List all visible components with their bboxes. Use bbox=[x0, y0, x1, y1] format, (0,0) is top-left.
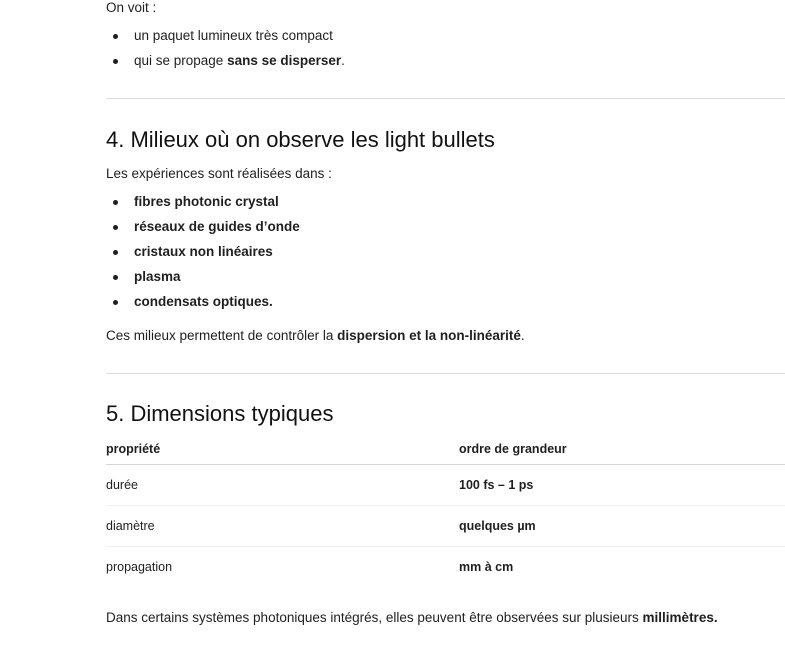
list-item bbox=[106, 193, 785, 211]
bold-text: millimètres bbox=[642, 610, 714, 625]
table-cell: quelques µm bbox=[459, 506, 785, 547]
table-cell: 100 fs – 1 ps bbox=[459, 465, 785, 506]
section-divider bbox=[106, 373, 785, 374]
list-item-text: un paquet lumineux très compact bbox=[134, 28, 333, 43]
table-row bbox=[106, 547, 785, 588]
bold-text: sans se disperser bbox=[227, 53, 342, 68]
column-header-property: propriété bbox=[106, 434, 459, 465]
section-divider bbox=[106, 98, 785, 99]
intro-text: On voit : bbox=[106, 0, 157, 15]
paragraph-text: Ces milieux permettent de contrôler la bbox=[106, 328, 338, 343]
table-row bbox=[106, 506, 785, 547]
list-item bbox=[106, 218, 785, 236]
section-4-intro: Les expériences sont réalisées dans : bbox=[106, 166, 332, 181]
list-item-text: réseaux de guides d’onde bbox=[134, 219, 300, 234]
list-item bbox=[106, 293, 785, 311]
section-4-outro bbox=[106, 327, 525, 345]
table-cell: diamètre bbox=[106, 506, 459, 547]
list-item-text: fibres photonic crystal bbox=[134, 194, 279, 209]
list-item-text: qui se propage bbox=[134, 53, 228, 68]
list-item bbox=[106, 27, 785, 45]
media-list bbox=[106, 193, 785, 311]
bold-text: . bbox=[713, 610, 718, 625]
list-item bbox=[106, 243, 785, 261]
bold-text: dispersion et la non-linéarité bbox=[337, 328, 521, 343]
column-header-magnitude: ordre de grandeur bbox=[459, 434, 785, 465]
list-item-text: . bbox=[341, 53, 345, 68]
section-5-heading: 5. Dimensions typiques bbox=[106, 401, 334, 426]
table-cell: mm à cm bbox=[459, 560, 514, 574]
list-item-text: cristaux non linéaires bbox=[134, 244, 273, 259]
list-item-text: condensats optiques. bbox=[134, 294, 273, 309]
list-item bbox=[106, 268, 785, 286]
list-item-text: plasma bbox=[134, 269, 181, 284]
table-header-row bbox=[106, 434, 785, 465]
paragraph-text: Dans certains systèmes photoniques intégrés, elles peuvent être observées sur plusieurs bbox=[106, 610, 643, 625]
section-4-heading: 4. Milieux où on observe les light bullets bbox=[106, 127, 495, 152]
list-item bbox=[106, 52, 785, 70]
dimensions-table bbox=[106, 434, 785, 587]
table-cell: durée bbox=[106, 465, 459, 506]
intro-list bbox=[106, 27, 785, 70]
table-row bbox=[106, 465, 785, 506]
section-5-outro bbox=[106, 609, 785, 627]
paragraph-text: . bbox=[520, 328, 525, 343]
table-cell: propagation bbox=[106, 560, 173, 574]
